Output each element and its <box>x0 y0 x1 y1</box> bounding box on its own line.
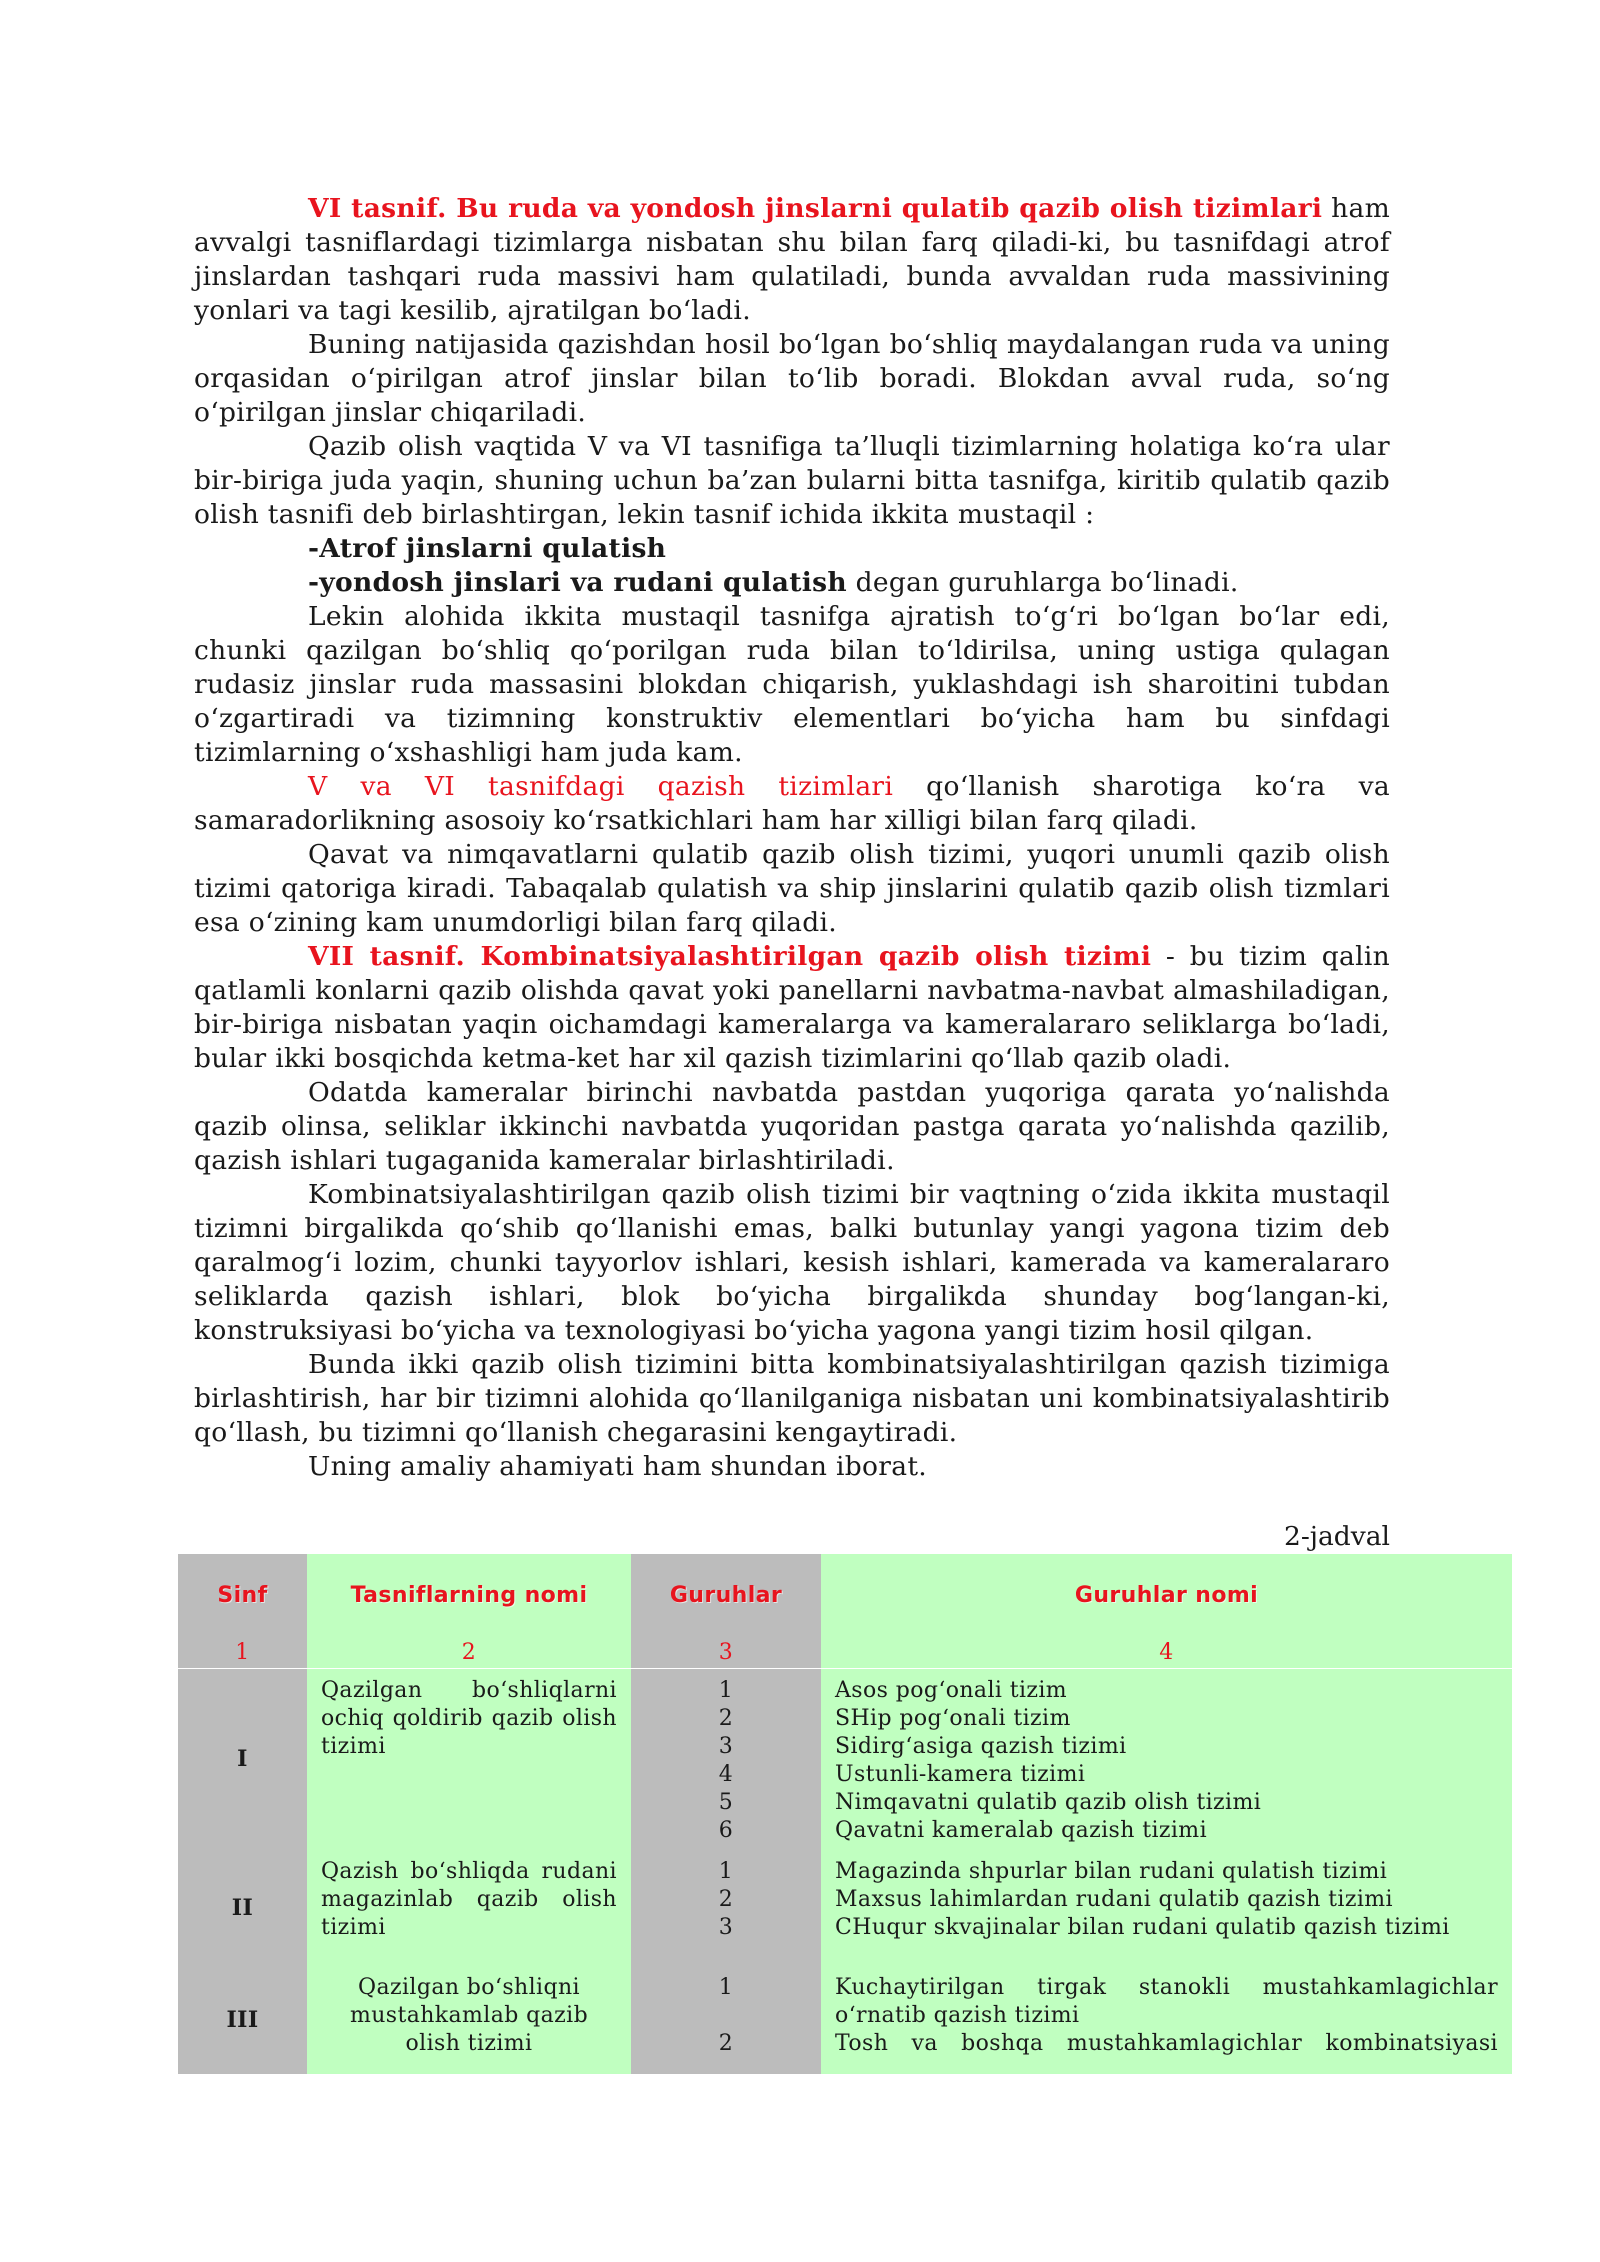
paragraph: Odatda kameralar birinchi navbatda pastdan yuqoriga qarata yo‘nalishda qazib olinsa, seliklar ikkinchi navbatda yuqoridan pastga qarata yo‘nalishda qazilib, qazish ishlari tugaganida kameralar birlashtiriladi. <box>194 1077 1390 1176</box>
paragraph: Bunda ikki qazib olish tizimini bitta kombinatsiyalashtirilgan qazish tizimiga birlashtirish, har bir tizimni alohida qo‘llanilganiga nisbatan uni kombinatsiyalashtirib qo‘llash, bu tizimni qo‘llanish chegarasini kengaytiradi. <box>194 1349 1390 1448</box>
paragraph: VII tasnif. Kombinatsiyalashtirilgan qazib olish tizimi - bu tizim qalin qatlamli konlarni qazib olishda qavat yoki panellarni navbatma-navbat almashiladigan, bir-biriga nisbatan yaqin oichamdagi kameralarga va kameralararo seliklarga bo‘ladi, bular ikki bosqichda ketma-ket har xil qazish tizimlarini qo‘llab qazib oladi. <box>194 941 1391 1074</box>
sinf-cell: I <box>178 1668 307 1850</box>
section-title: VII tasnif. Kombinatsiyalashtirilgan qazib olish tizimi <box>308 941 1152 972</box>
column-number: 1 <box>178 1638 307 1668</box>
paragraph: Qazib olish vaqtida V va VI tasnifiga ta’lluqli tizimlarning holatiga ko‘ra ular bir-biriga juda yaqin, shuning uchun ba’zan bularni bitta tasnifga, kiritib qulatib qazib olish tasnifi deb birlashtirgan, lekin tasnif ichida ikkita mustaqil : <box>194 431 1390 530</box>
paragraph: VI tasnif. Bu ruda va yondosh jinslarni qulatib qazib olish tizimlari ham avvalgi tasniflardagi tizimlarga nisbatan shu bilan farq qiladi-ki, bu tasnifdagi atrof jinslardan tashqari ruda massivi ham qulatiladi, bunda avvaldan ruda massivining yonlari va tagi kesilib, ajratilgan bo‘ladi. <box>194 193 1390 326</box>
table-number-row <box>178 1638 1512 1668</box>
group-numbers-cell: 1 2 <box>631 1966 821 2074</box>
classification-table <box>178 1554 1512 2074</box>
list-item: -Atrof jinslarni qulatish <box>308 533 667 564</box>
group-numbers-cell: 1 2 3 4 5 6 <box>631 1668 821 1850</box>
table-row <box>178 1850 1512 1966</box>
paragraph: Lekin alohida ikkita mustaqil tasnifga ajratish to‘g‘ri bo‘lgan bo‘lar edi, chunki qazilgan bo‘shliq qo‘porilgan ruda bilan to‘ldirilsa, uning ustiga qulagan rudasiz jinslar ruda massasini blokdan chiqarish, yuklashdagi ish sharoitini tubdan o‘zgartiradi va tizimning konstruktiv elementlari bo‘yicha ham bu sinfdagi tizimlarning o‘xshashligi ham juda kam. <box>194 601 1390 768</box>
paragraph: Uning amaliy ahamiyati ham shundan iborat. <box>308 1451 927 1482</box>
sinf-cell: II <box>178 1850 307 1966</box>
section-title: VI tasnif. Bu ruda va yondosh jinslarni qulatib qazib olish tizimlari <box>308 193 1323 224</box>
group-numbers-cell: 1 2 3 <box>631 1850 821 1966</box>
list-item: -yondosh jinslari va rudani qulatish degan guruhlarga bo‘linadi. <box>308 567 1239 598</box>
column-number: 2 <box>307 1638 631 1668</box>
tasnif-name-cell: Qazilgan bo‘shliqlarni ochiq qoldirib qazib olish tizimi <box>307 1668 631 1850</box>
paragraph: Buning natijasida qazishdan hosil bo‘lgan bo‘shliq maydalangan ruda va uning orqasidan o‘pirilgan atrof jinslar bilan to‘lib boradi. Blokdan avval ruda, so‘ng o‘pirilgan jinslar chiqariladi. <box>194 329 1390 428</box>
highlight-text: V va VI tasnifdagi qazish tizimlari <box>308 771 894 802</box>
table-caption: 2-jadval <box>1283 1521 1390 1552</box>
header-guruhlar: Guruhlar <box>631 1554 821 1638</box>
document-body <box>194 192 1390 1484</box>
header-guruhlar-nomi: Guruhlar nomi <box>821 1554 1512 1638</box>
table-header-row <box>178 1554 1512 1638</box>
group-names-cell: Magazinda shpurlar bilan rudani qulatish tizimi Maxsus lahimlardan rudani qulatib qazish tizimi CHuqur skvajinalar bilan rudani qulatib qazish tizimi <box>821 1850 1512 1966</box>
group-names-cell: Asos pog‘onali tizim SHip pog‘onali tizim Sidirg‘asiga qazish tizimi Ustunli-kamera tizimi Nimqavatni qulatib qazib olish tizimi Qavatni kameralab qazish tizimi <box>821 1668 1512 1850</box>
header-tasnif-nomi: Tasniflarning nomi <box>307 1554 631 1638</box>
paragraph: Kombinatsiyalashtirilgan qazib olish tizimi bir vaqtning o‘zida ikkita mustaqil tizimni birgalikda qo‘shib qo‘llanishi emas, balki butunlay yangi yagona tizim deb qaralmog‘i lozim, chunki tayyorlov ishlari, kesish ishlari, kamerada va kameralararo seliklarda qazish ishlari, blok bo‘yicha birgalikda shunday bog‘langan-ki, konstruksiyasi bo‘yicha va texnologiyasi bo‘yicha yagona yangi tizim hosil qilgan. <box>194 1179 1390 1346</box>
tasnif-name-cell: Qazilgan bo‘shliqni mustahkamlab qazib olish tizimi <box>307 1966 631 2074</box>
paragraph: Qavat va nimqavatlarni qulatib qazib olish tizimi, yuqori unumli qazib olish tizimi qatoriga kiradi. Tabaqalab qulatish va ship jinslarini qulatib qazib olish tizmlari esa o‘zining kam unumdorligi bilan farq qiladi. <box>194 839 1390 938</box>
column-number: 4 <box>821 1638 1512 1668</box>
table-row <box>178 1668 1512 1850</box>
header-sinf: Sinf <box>178 1554 307 1638</box>
tasnif-name-cell: Qazish bo‘shliqda rudani magazinlab qazib olish tizimi <box>307 1850 631 1966</box>
group-names-cell: Kuchaytirilgan tirgak stanokli mustahkamlagichlar o‘rnatib qazish tizimi Tosh va boshqa mustahkamlagichlar kombinatsiyasi <box>821 1966 1512 2074</box>
sinf-cell: III <box>178 1966 307 2074</box>
column-number: 3 <box>631 1638 821 1668</box>
table-row <box>178 1966 1512 2074</box>
paragraph: V va VI tasnifdagi qazish tizimlari qo‘llanish sharotiga ko‘ra va samaradorlikning asosoiy ko‘rsatkichlari ham har xilligi bilan farq qiladi. <box>194 771 1390 836</box>
